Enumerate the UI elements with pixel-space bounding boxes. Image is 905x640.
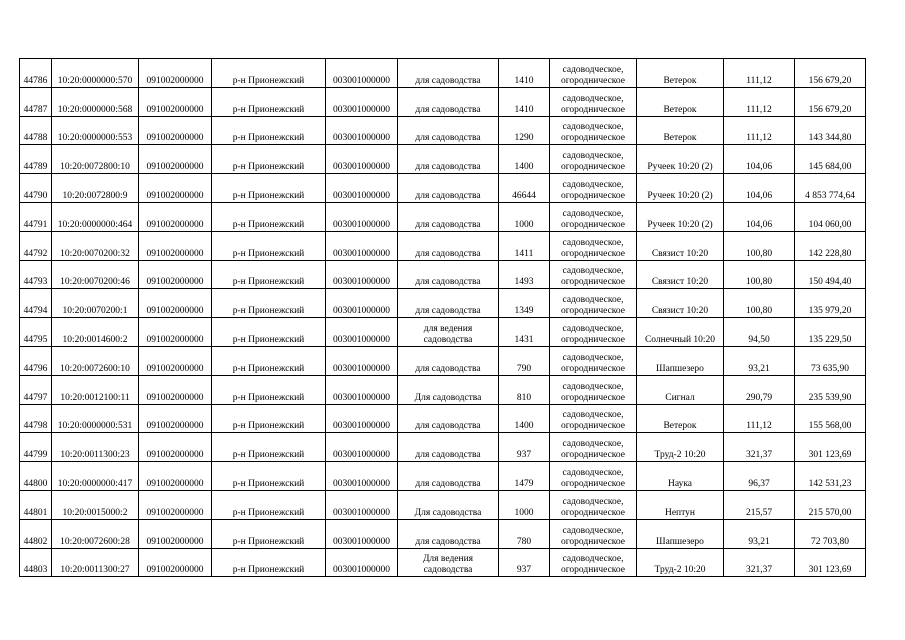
cell-classifier-code: 003001000000	[326, 116, 398, 145]
cell-location: Наука	[637, 462, 724, 491]
cell-record-id: 44786	[20, 59, 52, 88]
cell-district: р-н Прионежский	[212, 346, 326, 375]
cell-specific-value: 96,37	[724, 462, 795, 491]
cell-specific-value: 321,37	[724, 433, 795, 462]
cell-district: р-н Прионежский	[212, 462, 326, 491]
cell-permitted-use-line: садоводства	[423, 565, 473, 576]
cell-record-id: 44801	[20, 490, 52, 519]
cell-location: Ветерок	[637, 87, 724, 116]
cell-specific-value: 100,80	[724, 260, 795, 289]
cell-permitted-use	[398, 404, 499, 433]
cell-category-line: огородническое	[560, 162, 626, 173]
cell-cadastral-number: 10:20:0012100:11	[52, 375, 139, 404]
cell-specific-value: 111,12	[724, 404, 795, 433]
cell-category-line: огородническое	[560, 565, 626, 576]
cell-category	[550, 231, 637, 260]
cell-oktmo-code: 091002000000	[139, 231, 212, 260]
cell-cadastral-cost: 4 853 774,64	[795, 174, 866, 203]
cell-category	[550, 404, 637, 433]
table-row	[20, 490, 866, 519]
cell-category-line: огородническое	[560, 392, 626, 403]
cell-permitted-use-line: Для садоводства	[414, 392, 482, 403]
cell-location: Солнечный 10:20	[637, 318, 724, 347]
cell-area: 810	[499, 375, 550, 404]
cell-permitted-use	[398, 318, 499, 347]
cell-permitted-use-line: для садоводства	[415, 133, 481, 144]
cell-cadastral-number: 10:20:0070200:32	[52, 231, 139, 260]
cell-cadastral-number: 10:20:0070200:1	[52, 289, 139, 318]
cell-cadastral-number: 10:20:0072600:10	[52, 346, 139, 375]
cell-district: р-н Прионежский	[212, 404, 326, 433]
cell-location: Шапшезеро	[637, 346, 724, 375]
cell-permitted-use-line: для садоводства	[415, 421, 481, 432]
table-row	[20, 519, 866, 548]
table-row	[20, 87, 866, 116]
cell-category-line: садоводческое,	[562, 93, 624, 104]
cell-classifier-code: 003001000000	[326, 260, 398, 289]
cell-cadastral-number: 10:20:0072800:10	[52, 145, 139, 174]
cell-cadastral-number: 10:20:0000000:568	[52, 87, 139, 116]
cell-permitted-use	[398, 548, 499, 577]
cell-category-line: садоводческое,	[562, 122, 624, 133]
cell-category-line: садоводческое,	[562, 352, 624, 363]
cell-category-line: садоводческое,	[562, 208, 624, 219]
cell-oktmo-code: 091002000000	[139, 404, 212, 433]
cell-area: 1411	[499, 231, 550, 260]
cell-category	[550, 260, 637, 289]
cell-category-line: огородническое	[560, 478, 626, 489]
cell-area: 1000	[499, 202, 550, 231]
cell-oktmo-code: 091002000000	[139, 260, 212, 289]
cell-category	[550, 433, 637, 462]
cell-specific-value: 93,21	[724, 346, 795, 375]
cell-classifier-code: 003001000000	[326, 59, 398, 88]
cell-permitted-use	[398, 87, 499, 116]
table-row	[20, 318, 866, 347]
cell-cadastral-cost: 150 494,40	[795, 260, 866, 289]
cell-category-line: огородническое	[560, 306, 626, 317]
cell-area: 1000	[499, 490, 550, 519]
cell-cadastral-number: 10:20:0000000:553	[52, 116, 139, 145]
cell-oktmo-code: 091002000000	[139, 375, 212, 404]
cell-category-line: огородническое	[560, 75, 626, 86]
cell-area: 780	[499, 519, 550, 548]
cell-location: Ручеек 10:20 (2)	[637, 145, 724, 174]
cell-record-id: 44791	[20, 202, 52, 231]
registry-table	[19, 58, 866, 577]
cell-category	[550, 59, 637, 88]
cell-record-id: 44789	[20, 145, 52, 174]
cell-cadastral-cost: 155 568,00	[795, 404, 866, 433]
cell-cadastral-cost: 235 539,90	[795, 375, 866, 404]
cell-cadastral-number: 10:20:0000000:570	[52, 59, 139, 88]
cell-specific-value: 104,06	[724, 202, 795, 231]
cell-category-line: садоводческое,	[562, 64, 624, 75]
cell-permitted-use	[398, 346, 499, 375]
cell-permitted-use-line: для садоводства	[415, 536, 481, 547]
cell-classifier-code: 003001000000	[326, 289, 398, 318]
cell-record-id: 44794	[20, 289, 52, 318]
cell-category-line: садоводческое,	[562, 554, 624, 565]
cell-classifier-code: 003001000000	[326, 231, 398, 260]
cell-location: Связист 10:20	[637, 289, 724, 318]
cell-record-id: 44798	[20, 404, 52, 433]
table-row	[20, 145, 866, 174]
cell-category-line: огородническое	[560, 334, 626, 345]
cell-classifier-code: 003001000000	[326, 346, 398, 375]
cell-specific-value: 111,12	[724, 59, 795, 88]
cell-category-line: огородническое	[560, 421, 626, 432]
cell-location: Ручеек 10:20 (2)	[637, 202, 724, 231]
cell-specific-value: 111,12	[724, 116, 795, 145]
cell-oktmo-code: 091002000000	[139, 289, 212, 318]
cell-permitted-use	[398, 202, 499, 231]
cell-classifier-code: 003001000000	[326, 145, 398, 174]
table-row	[20, 202, 866, 231]
cell-record-id: 44788	[20, 116, 52, 145]
cell-category-line: огородническое	[560, 248, 626, 259]
cell-cadastral-cost: 301 123,69	[795, 548, 866, 577]
cell-district: р-н Прионежский	[212, 231, 326, 260]
cell-location: Ветерок	[637, 59, 724, 88]
cell-category	[550, 375, 637, 404]
cell-cadastral-cost: 73 635,90	[795, 346, 866, 375]
cell-category-line: садоводческое,	[562, 381, 624, 392]
cell-specific-value: 215,57	[724, 490, 795, 519]
cell-permitted-use-line: для садоводства	[415, 219, 481, 230]
cell-specific-value: 290,79	[724, 375, 795, 404]
table-row	[20, 375, 866, 404]
cell-district: р-н Прионежский	[212, 87, 326, 116]
cell-area: 1410	[499, 59, 550, 88]
cell-category	[550, 87, 637, 116]
cell-location: Нептун	[637, 490, 724, 519]
cell-district: р-н Прионежский	[212, 145, 326, 174]
cell-record-id: 44795	[20, 318, 52, 347]
cell-cadastral-cost: 156 679,20	[795, 87, 866, 116]
cell-cadastral-number: 10:20:0072800:9	[52, 174, 139, 203]
cell-specific-value: 321,37	[724, 548, 795, 577]
cell-classifier-code: 003001000000	[326, 519, 398, 548]
cell-cadastral-cost: 143 344,80	[795, 116, 866, 145]
cell-district: р-н Прионежский	[212, 260, 326, 289]
cell-category-line: садоводческое,	[562, 467, 624, 478]
cell-classifier-code: 003001000000	[326, 174, 398, 203]
cell-category	[550, 462, 637, 491]
cell-permitted-use-line: для садоводства	[415, 277, 481, 288]
cell-cadastral-number: 10:20:0000000:417	[52, 462, 139, 491]
cell-category-line: садоводческое,	[562, 237, 624, 248]
cell-category-line: садоводческое,	[562, 525, 624, 536]
registry-body	[20, 59, 866, 577]
cell-category	[550, 116, 637, 145]
cell-permitted-use	[398, 462, 499, 491]
cell-record-id: 44790	[20, 174, 52, 203]
cell-category-line: огородническое	[560, 133, 626, 144]
cell-specific-value: 111,12	[724, 87, 795, 116]
cell-classifier-code: 003001000000	[326, 202, 398, 231]
cell-specific-value: 93,21	[724, 519, 795, 548]
cell-permitted-use	[398, 289, 499, 318]
table-row	[20, 231, 866, 260]
cell-category-line: огородническое	[560, 450, 626, 461]
cell-permitted-use-line: для садоводства	[415, 248, 481, 259]
cell-category-line: садоводческое,	[562, 323, 624, 334]
cell-oktmo-code: 091002000000	[139, 145, 212, 174]
cell-category	[550, 289, 637, 318]
cell-permitted-use	[398, 519, 499, 548]
cell-location: Ветерок	[637, 404, 724, 433]
cell-cadastral-cost: 135 229,50	[795, 318, 866, 347]
cell-area: 46644	[499, 174, 550, 203]
cell-specific-value: 100,80	[724, 289, 795, 318]
cell-record-id: 44796	[20, 346, 52, 375]
table-row	[20, 404, 866, 433]
cell-record-id: 44803	[20, 548, 52, 577]
cell-district: р-н Прионежский	[212, 318, 326, 347]
cell-cadastral-number: 10:20:0000000:531	[52, 404, 139, 433]
cell-permitted-use	[398, 145, 499, 174]
cell-record-id: 44787	[20, 87, 52, 116]
cell-cadastral-number: 10:20:0015000:2	[52, 490, 139, 519]
cell-permitted-use-line: Для садоводства	[414, 507, 482, 518]
cell-area: 790	[499, 346, 550, 375]
cell-area: 1493	[499, 260, 550, 289]
cell-specific-value: 94,50	[724, 318, 795, 347]
cell-district: р-н Прионежский	[212, 202, 326, 231]
cell-oktmo-code: 091002000000	[139, 490, 212, 519]
cell-category-line: садоводческое,	[562, 266, 624, 277]
cell-cadastral-number: 10:20:0011300:27	[52, 548, 139, 577]
cell-category-line: огородническое	[560, 104, 626, 115]
cell-category-line: садоводческое,	[562, 151, 624, 162]
cell-category	[550, 490, 637, 519]
cell-area: 1400	[499, 145, 550, 174]
cell-cadastral-cost: 135 979,20	[795, 289, 866, 318]
cell-cadastral-cost: 142 531,23	[795, 462, 866, 491]
cell-district: р-н Прионежский	[212, 490, 326, 519]
cell-permitted-use-line: для садоводства	[415, 450, 481, 461]
cell-permitted-use-line: для садоводства	[415, 190, 481, 201]
cell-area: 1349	[499, 289, 550, 318]
cell-district: р-н Прионежский	[212, 116, 326, 145]
cell-location: Труд-2 10:20	[637, 548, 724, 577]
cell-category-line: садоводческое,	[562, 410, 624, 421]
cell-oktmo-code: 091002000000	[139, 462, 212, 491]
cell-category-line: садоводческое,	[562, 496, 624, 507]
cell-cadastral-cost: 142 228,80	[795, 231, 866, 260]
cell-record-id: 44793	[20, 260, 52, 289]
cell-oktmo-code: 091002000000	[139, 519, 212, 548]
cell-permitted-use	[398, 231, 499, 260]
cell-category-line: огородническое	[560, 190, 626, 201]
cell-location: Шапшезеро	[637, 519, 724, 548]
cell-category-line: огородническое	[560, 536, 626, 547]
cell-area: 1290	[499, 116, 550, 145]
cell-location: Связист 10:20	[637, 260, 724, 289]
cell-category	[550, 548, 637, 577]
cell-location: Связист 10:20	[637, 231, 724, 260]
cell-district: р-н Прионежский	[212, 548, 326, 577]
cell-area: 1410	[499, 87, 550, 116]
cell-category	[550, 318, 637, 347]
cell-location: Труд-2 10:20	[637, 433, 724, 462]
cell-specific-value: 100,80	[724, 231, 795, 260]
cell-category	[550, 145, 637, 174]
cell-classifier-code: 003001000000	[326, 462, 398, 491]
cell-permitted-use	[398, 174, 499, 203]
cell-classifier-code: 003001000000	[326, 87, 398, 116]
cell-category-line: садоводческое,	[562, 439, 624, 450]
cell-permitted-use-line: для садоводства	[415, 162, 481, 173]
cell-category	[550, 174, 637, 203]
cell-permitted-use	[398, 260, 499, 289]
table-row	[20, 548, 866, 577]
cell-area: 937	[499, 433, 550, 462]
cell-oktmo-code: 091002000000	[139, 548, 212, 577]
cell-oktmo-code: 091002000000	[139, 318, 212, 347]
cell-district: р-н Прионежский	[212, 375, 326, 404]
cell-oktmo-code: 091002000000	[139, 87, 212, 116]
cell-cadastral-number: 10:20:0014600:2	[52, 318, 139, 347]
cell-location: Сигнал	[637, 375, 724, 404]
cell-permitted-use-line: для садоводства	[415, 478, 481, 489]
cell-oktmo-code: 091002000000	[139, 346, 212, 375]
cell-district: р-н Прионежский	[212, 59, 326, 88]
cell-permitted-use-line: для садоводства	[415, 363, 481, 374]
cell-record-id: 44797	[20, 375, 52, 404]
cell-oktmo-code: 091002000000	[139, 174, 212, 203]
cell-oktmo-code: 091002000000	[139, 202, 212, 231]
table-row	[20, 289, 866, 318]
table-row	[20, 174, 866, 203]
cell-category-line: садоводческое,	[562, 179, 624, 190]
cell-area: 937	[499, 548, 550, 577]
cell-category-line: огородническое	[560, 363, 626, 374]
cell-permitted-use-line: для ведения	[423, 323, 473, 334]
cell-specific-value: 104,06	[724, 174, 795, 203]
cell-district: р-н Прионежский	[212, 289, 326, 318]
cell-cadastral-cost: 156 679,20	[795, 59, 866, 88]
table-row	[20, 433, 866, 462]
cell-permitted-use-line: для садоводства	[415, 104, 481, 115]
cell-category-line: огородническое	[560, 219, 626, 230]
cell-category-line: огородническое	[560, 277, 626, 288]
cell-record-id: 44802	[20, 519, 52, 548]
cell-classifier-code: 003001000000	[326, 548, 398, 577]
table-row	[20, 260, 866, 289]
cell-cadastral-cost: 104 060,00	[795, 202, 866, 231]
cell-district: р-н Прионежский	[212, 174, 326, 203]
cell-category-line: огородническое	[560, 507, 626, 518]
cell-category	[550, 519, 637, 548]
cell-cadastral-number: 10:20:0070200:46	[52, 260, 139, 289]
cell-record-id: 44799	[20, 433, 52, 462]
cell-area: 1431	[499, 318, 550, 347]
cell-cadastral-number: 10:20:0000000:464	[52, 202, 139, 231]
cell-oktmo-code: 091002000000	[139, 59, 212, 88]
cell-district: р-н Прионежский	[212, 433, 326, 462]
cell-record-id: 44800	[20, 462, 52, 491]
cell-permitted-use	[398, 375, 499, 404]
cell-oktmo-code: 091002000000	[139, 116, 212, 145]
cell-permitted-use	[398, 116, 499, 145]
cell-cadastral-cost: 301 123,69	[795, 433, 866, 462]
cell-district: р-н Прионежский	[212, 519, 326, 548]
cell-record-id: 44792	[20, 231, 52, 260]
cell-category	[550, 202, 637, 231]
cell-permitted-use	[398, 59, 499, 88]
cell-cadastral-number: 10:20:0072600:28	[52, 519, 139, 548]
cell-cadastral-cost: 72 703,80	[795, 519, 866, 548]
cell-category	[550, 346, 637, 375]
cell-location: Ветерок	[637, 116, 724, 145]
table-row	[20, 346, 866, 375]
cell-oktmo-code: 091002000000	[139, 433, 212, 462]
cell-category-line: садоводческое,	[562, 295, 624, 306]
cell-area: 1479	[499, 462, 550, 491]
table-row	[20, 59, 866, 88]
cell-area: 1400	[499, 404, 550, 433]
cell-classifier-code: 003001000000	[326, 490, 398, 519]
table-row	[20, 462, 866, 491]
cell-specific-value: 104,06	[724, 145, 795, 174]
cell-cadastral-cost: 145 684,00	[795, 145, 866, 174]
cell-permitted-use-line: для садоводства	[415, 75, 481, 86]
cell-permitted-use-line: садоводства	[423, 334, 473, 345]
cell-classifier-code: 003001000000	[326, 404, 398, 433]
cell-permitted-use	[398, 490, 499, 519]
cell-permitted-use	[398, 433, 499, 462]
cell-location: Ручеек 10:20 (2)	[637, 174, 724, 203]
cell-cadastral-number: 10:20:0011300:23	[52, 433, 139, 462]
cell-classifier-code: 003001000000	[326, 433, 398, 462]
cell-permitted-use-line: для садоводства	[415, 306, 481, 317]
cell-cadastral-cost: 215 570,00	[795, 490, 866, 519]
table-row	[20, 116, 866, 145]
cell-permitted-use-line: Для ведения	[422, 554, 474, 565]
cell-classifier-code: 003001000000	[326, 318, 398, 347]
cell-classifier-code: 003001000000	[326, 375, 398, 404]
